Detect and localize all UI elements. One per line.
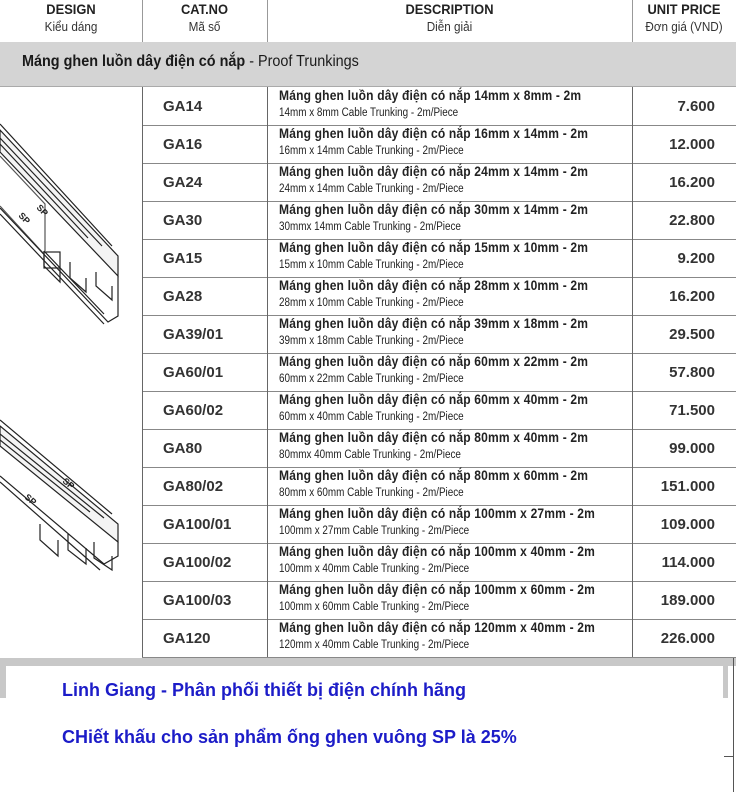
description-cell: [267, 163, 631, 201]
description-vi: Máng ghen luồn dây điện có nắp 30mm x 14mm - 2m: [279, 201, 589, 217]
table-row: [142, 125, 736, 164]
cat-no: GA120: [163, 630, 211, 647]
trunking-lower: [0, 420, 118, 570]
header-price-vi: Đơn giá (VND): [645, 19, 723, 34]
description-en: 60mm x 22mm Cable Trunking - 2m/Piece: [279, 373, 464, 385]
description-vi: Máng ghen luồn dây điện có nắp 100mm x 60mm - 2m: [279, 581, 596, 597]
cat-no: GA80: [163, 440, 203, 457]
header-unit-price: [632, 0, 736, 42]
description-vi: Máng ghen luồn dây điện có nắp 120mm x 40mm - 2m: [279, 619, 596, 635]
price-cell: [632, 201, 736, 239]
table-row: [142, 353, 736, 392]
table-header: [0, 0, 736, 43]
header-divider: [142, 0, 143, 42]
description-vi: Máng ghen luồn dây điện có nắp 80mm x 60mm - 2m: [279, 467, 589, 483]
section-title-bar: [0, 42, 736, 87]
table-row: [142, 163, 736, 202]
price-cell: [632, 505, 736, 543]
description-en: 15mm x 10mm Cable Trunking - 2m/Piece: [279, 259, 464, 271]
cat-no-cell: [142, 125, 268, 163]
cat-no-cell: [142, 505, 268, 543]
price-cell: [632, 315, 736, 353]
price-cell: [632, 125, 736, 163]
description-cell: [267, 619, 631, 657]
cat-no: GA100/01: [163, 516, 232, 533]
header-catno-vi: Mã số: [188, 19, 221, 34]
footer-frame-left: [0, 658, 6, 698]
cat-no: GA80/02: [163, 478, 224, 495]
distributor-note: Linh Giang - Phân phối thiết bị điện chính hãng: [62, 680, 466, 700]
price-cell: [632, 277, 736, 315]
cat-no: GA100/02: [163, 554, 232, 571]
description-vi: Máng ghen luồn dây điện có nắp 60mm x 40mm - 2m: [279, 391, 589, 407]
cat-no-cell: [142, 429, 268, 467]
table-row: [142, 391, 736, 430]
cat-no-cell: [142, 467, 268, 505]
description-vi: Máng ghen luồn dây điện có nắp 80mm x 40mm - 2m: [279, 429, 589, 445]
unit-price: 9.200: [677, 250, 715, 267]
table-row: [142, 543, 736, 582]
description-en: 39mm x 18mm Cable Trunking - 2m/Piece: [279, 335, 464, 347]
price-cell: [632, 429, 736, 467]
header-description: [267, 0, 632, 42]
cat-no: GA14: [163, 98, 203, 115]
cat-no-cell: [142, 87, 268, 125]
table-row: [142, 87, 736, 126]
cat-no: GA39/01: [163, 326, 224, 343]
footer: [0, 658, 736, 792]
brand-label: SP: [34, 202, 51, 219]
brand-label: SP: [16, 210, 33, 227]
unit-price: 22.800: [669, 212, 715, 229]
cat-no: GA60/01: [163, 364, 224, 381]
description-cell: [267, 543, 631, 581]
header-catno: [142, 0, 267, 42]
table-row: [142, 467, 736, 506]
description-en: 16mm x 14mm Cable Trunking - 2m/Piece: [279, 145, 464, 157]
trunking-illustration: [0, 86, 142, 658]
description-cell: [267, 391, 631, 429]
cat-no-cell: [142, 163, 268, 201]
price-cell: [632, 87, 736, 125]
unit-price: 7.600: [677, 98, 715, 115]
description-en: 80mmx 40mm Cable Trunking - 2m/Piece: [279, 449, 461, 461]
description-cell: [267, 429, 631, 467]
table-row: [142, 429, 736, 468]
header-divider: [632, 0, 633, 42]
description-cell: [267, 125, 631, 163]
description-en: 60mm x 40mm Cable Trunking - 2m/Piece: [279, 411, 464, 423]
description-cell: [267, 201, 631, 239]
unit-price: 99.000: [669, 440, 715, 457]
description-vi: Máng ghen luồn dây điện có nắp 15mm x 10mm - 2m: [279, 239, 589, 255]
section-title-en: - Proof Trunkings: [245, 53, 359, 70]
footer-frame-right: [723, 658, 728, 698]
header-divider: [267, 0, 268, 42]
description-vi: Máng ghen luồn dây điện có nắp 28mm x 10mm - 2m: [279, 277, 589, 293]
header-design-en: DESIGN: [46, 1, 96, 17]
unit-price: 189.000: [660, 592, 715, 609]
cat-no-cell: [142, 353, 268, 391]
unit-price: 29.500: [669, 326, 715, 343]
cat-no: GA30: [163, 212, 203, 229]
unit-price: 114.000: [661, 554, 715, 571]
discount-note: CHiết khấu cho sản phẩm ống ghen vuông SP là 25%: [62, 727, 517, 747]
table-row: [142, 315, 736, 354]
description-vi: Máng ghen luồn dây điện có nắp 16mm x 14mm - 2m: [279, 125, 589, 141]
page-edge: [733, 658, 734, 792]
header-design-vi: Kiểu dáng: [44, 19, 98, 34]
description-en: 100mm x 40mm Cable Trunking - 2m/Piece: [279, 563, 470, 575]
cat-no: GA28: [163, 288, 203, 305]
description-en: 14mm x 8mm Cable Trunking - 2m/Piece: [279, 107, 459, 119]
description-en: 120mm x 40mm Cable Trunking - 2m/Piece: [279, 639, 470, 651]
description-cell: [267, 315, 631, 353]
cat-no-cell: [142, 239, 268, 277]
header-description-vi: Diễn giải: [426, 19, 473, 34]
brand-label: SP: [22, 491, 39, 508]
cat-no: GA24: [163, 174, 203, 191]
description-vi: Máng ghen luồn dây điện có nắp 14mm x 8mm - 2m: [279, 87, 582, 103]
product-image: [0, 86, 142, 658]
unit-price: 57.800: [669, 364, 715, 381]
description-cell: [267, 239, 631, 277]
price-cell: [632, 239, 736, 277]
table-row: [142, 277, 736, 316]
unit-price: 16.200: [669, 288, 715, 305]
description-vi: Máng ghen luồn dây điện có nắp 60mm x 22mm - 2m: [279, 353, 589, 369]
unit-price: 12.000: [669, 136, 715, 153]
description-cell: [267, 581, 631, 619]
footer-band: [0, 658, 736, 666]
description-en: 24mm x 14mm Cable Trunking - 2m/Piece: [279, 183, 464, 195]
section-title-vi: Máng ghen luồn dây điện có nắp: [22, 53, 246, 70]
cat-no-cell: [142, 277, 268, 315]
cat-no: GA15: [163, 250, 203, 267]
description-vi: Máng ghen luồn dây điện có nắp 100mm x 27mm - 2m: [279, 505, 596, 521]
description-cell: [267, 353, 631, 391]
cat-no-cell: [142, 619, 268, 657]
unit-price: 109.000: [660, 516, 715, 533]
cat-no-cell: [142, 581, 268, 619]
price-cell: [632, 163, 736, 201]
description-cell: [267, 87, 631, 125]
table-row: [142, 505, 736, 544]
price-cell: [632, 581, 736, 619]
price-cell: [632, 467, 736, 505]
price-cell: [632, 619, 736, 657]
description-vi: Máng ghen luồn dây điện có nắp 100mm x 40mm - 2m: [279, 543, 596, 559]
description-cell: [267, 505, 631, 543]
cat-no: GA100/03: [163, 592, 232, 609]
cat-no-cell: [142, 201, 268, 239]
description-en: 28mm x 10mm Cable Trunking - 2m/Piece: [279, 297, 464, 309]
cat-no-cell: [142, 315, 268, 353]
unit-price: 71.500: [669, 402, 715, 419]
description-vi: Máng ghen luồn dây điện có nắp 24mm x 14mm - 2m: [279, 163, 589, 179]
unit-price: 16.200: [669, 174, 715, 191]
unit-price: 151.000: [660, 478, 715, 495]
cat-no-cell: [142, 391, 268, 429]
table-row: [142, 239, 736, 278]
description-en: 80mm x 60mm Cable Trunking - 2m/Piece: [279, 487, 464, 499]
description-cell: [267, 467, 631, 505]
brand-label: SP: [60, 475, 77, 492]
cat-no-cell: [142, 543, 268, 581]
table-row: [142, 201, 736, 240]
description-cell: [267, 277, 631, 315]
header-price-en: UNIT PRICE: [647, 1, 721, 17]
header-catno-en: CAT.NO: [180, 1, 228, 17]
unit-price: 226.000: [660, 630, 715, 647]
table-row: [142, 619, 736, 658]
header-description-en: DESCRIPTION: [405, 1, 494, 17]
description-vi: Máng ghen luồn dây điện có nắp 39mm x 18mm - 2m: [279, 315, 589, 331]
description-en: 100mm x 27mm Cable Trunking - 2m/Piece: [279, 525, 470, 537]
cat-no: GA60/02: [163, 402, 224, 419]
cat-no: GA16: [163, 136, 203, 153]
header-design: [0, 0, 142, 42]
price-cell: [632, 543, 736, 581]
section-title: [22, 53, 359, 71]
table-row: [142, 581, 736, 620]
price-cell: [632, 391, 736, 429]
description-en: 30mmx 14mm Cable Trunking - 2m/Piece: [279, 221, 461, 233]
price-cell: [632, 353, 736, 391]
description-en: 100mm x 60mm Cable Trunking - 2m/Piece: [279, 601, 470, 613]
trunking-upper: [0, 124, 118, 324]
page-edge-tick: [724, 756, 734, 757]
